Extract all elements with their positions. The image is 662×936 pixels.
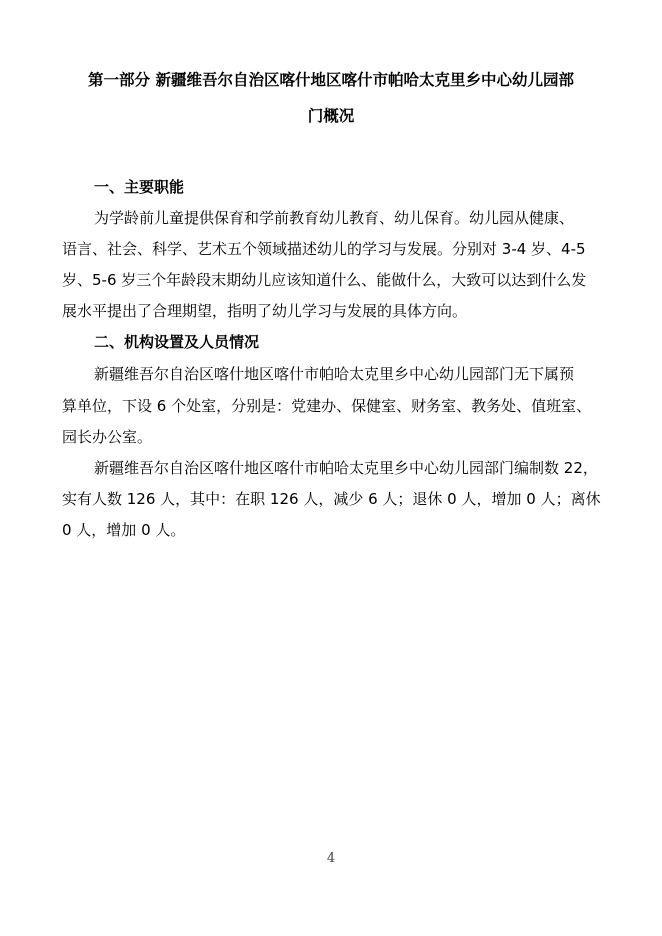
section-heading-main-functions: 一、主要职能 [94, 178, 185, 196]
page-number: 4 [326, 851, 336, 866]
paragraph-line: 算单位，下设 6 个处室，分别是：党建办、保健室、财务室、教务处、值班室、 [62, 397, 592, 415]
paragraph-line: 0 人，增加 0 人。 [62, 521, 186, 539]
section-heading-organization: 二、机构设置及人员情况 [94, 333, 260, 351]
page-title: 第一部分 新疆维吾尔自治区喀什地区喀什市帕哈太克里乡中心幼儿园部 [88, 71, 574, 89]
paragraph-line: 实有人数 126 人，其中：在职 126 人，减少 6 人；退休 0 人，增加 0 人；离休 [62, 490, 601, 508]
paragraph-line: 园长办公室。 [62, 428, 153, 446]
paragraph-line: 岁、5-6 岁三个年龄段末期幼儿应该知道什么、能做什么，大致可以达到什么发 [62, 271, 587, 289]
page-title-continuation: 门概况 [307, 107, 355, 125]
paragraph-line: 新疆维吾尔自治区喀什地区喀什市帕哈太克里乡中心幼儿园部门编制数 22， [94, 459, 598, 477]
paragraph-line: 语言、社会、科学、艺术五个领域描述幼儿的学习与发展。分别对 3-4 岁、4-5 [62, 240, 586, 258]
paragraph-line: 展水平提出了合理期望，指明了幼儿学习与发展的具体方向。 [62, 302, 468, 320]
paragraph-line: 新疆维吾尔自治区喀什地区喀什市帕哈太克里乡中心幼儿园部门无下属预 [94, 365, 575, 383]
paragraph-line: 为学龄前儿童提供保育和学前教育幼儿教育、幼儿保育。幼儿园从健康、 [94, 209, 575, 227]
